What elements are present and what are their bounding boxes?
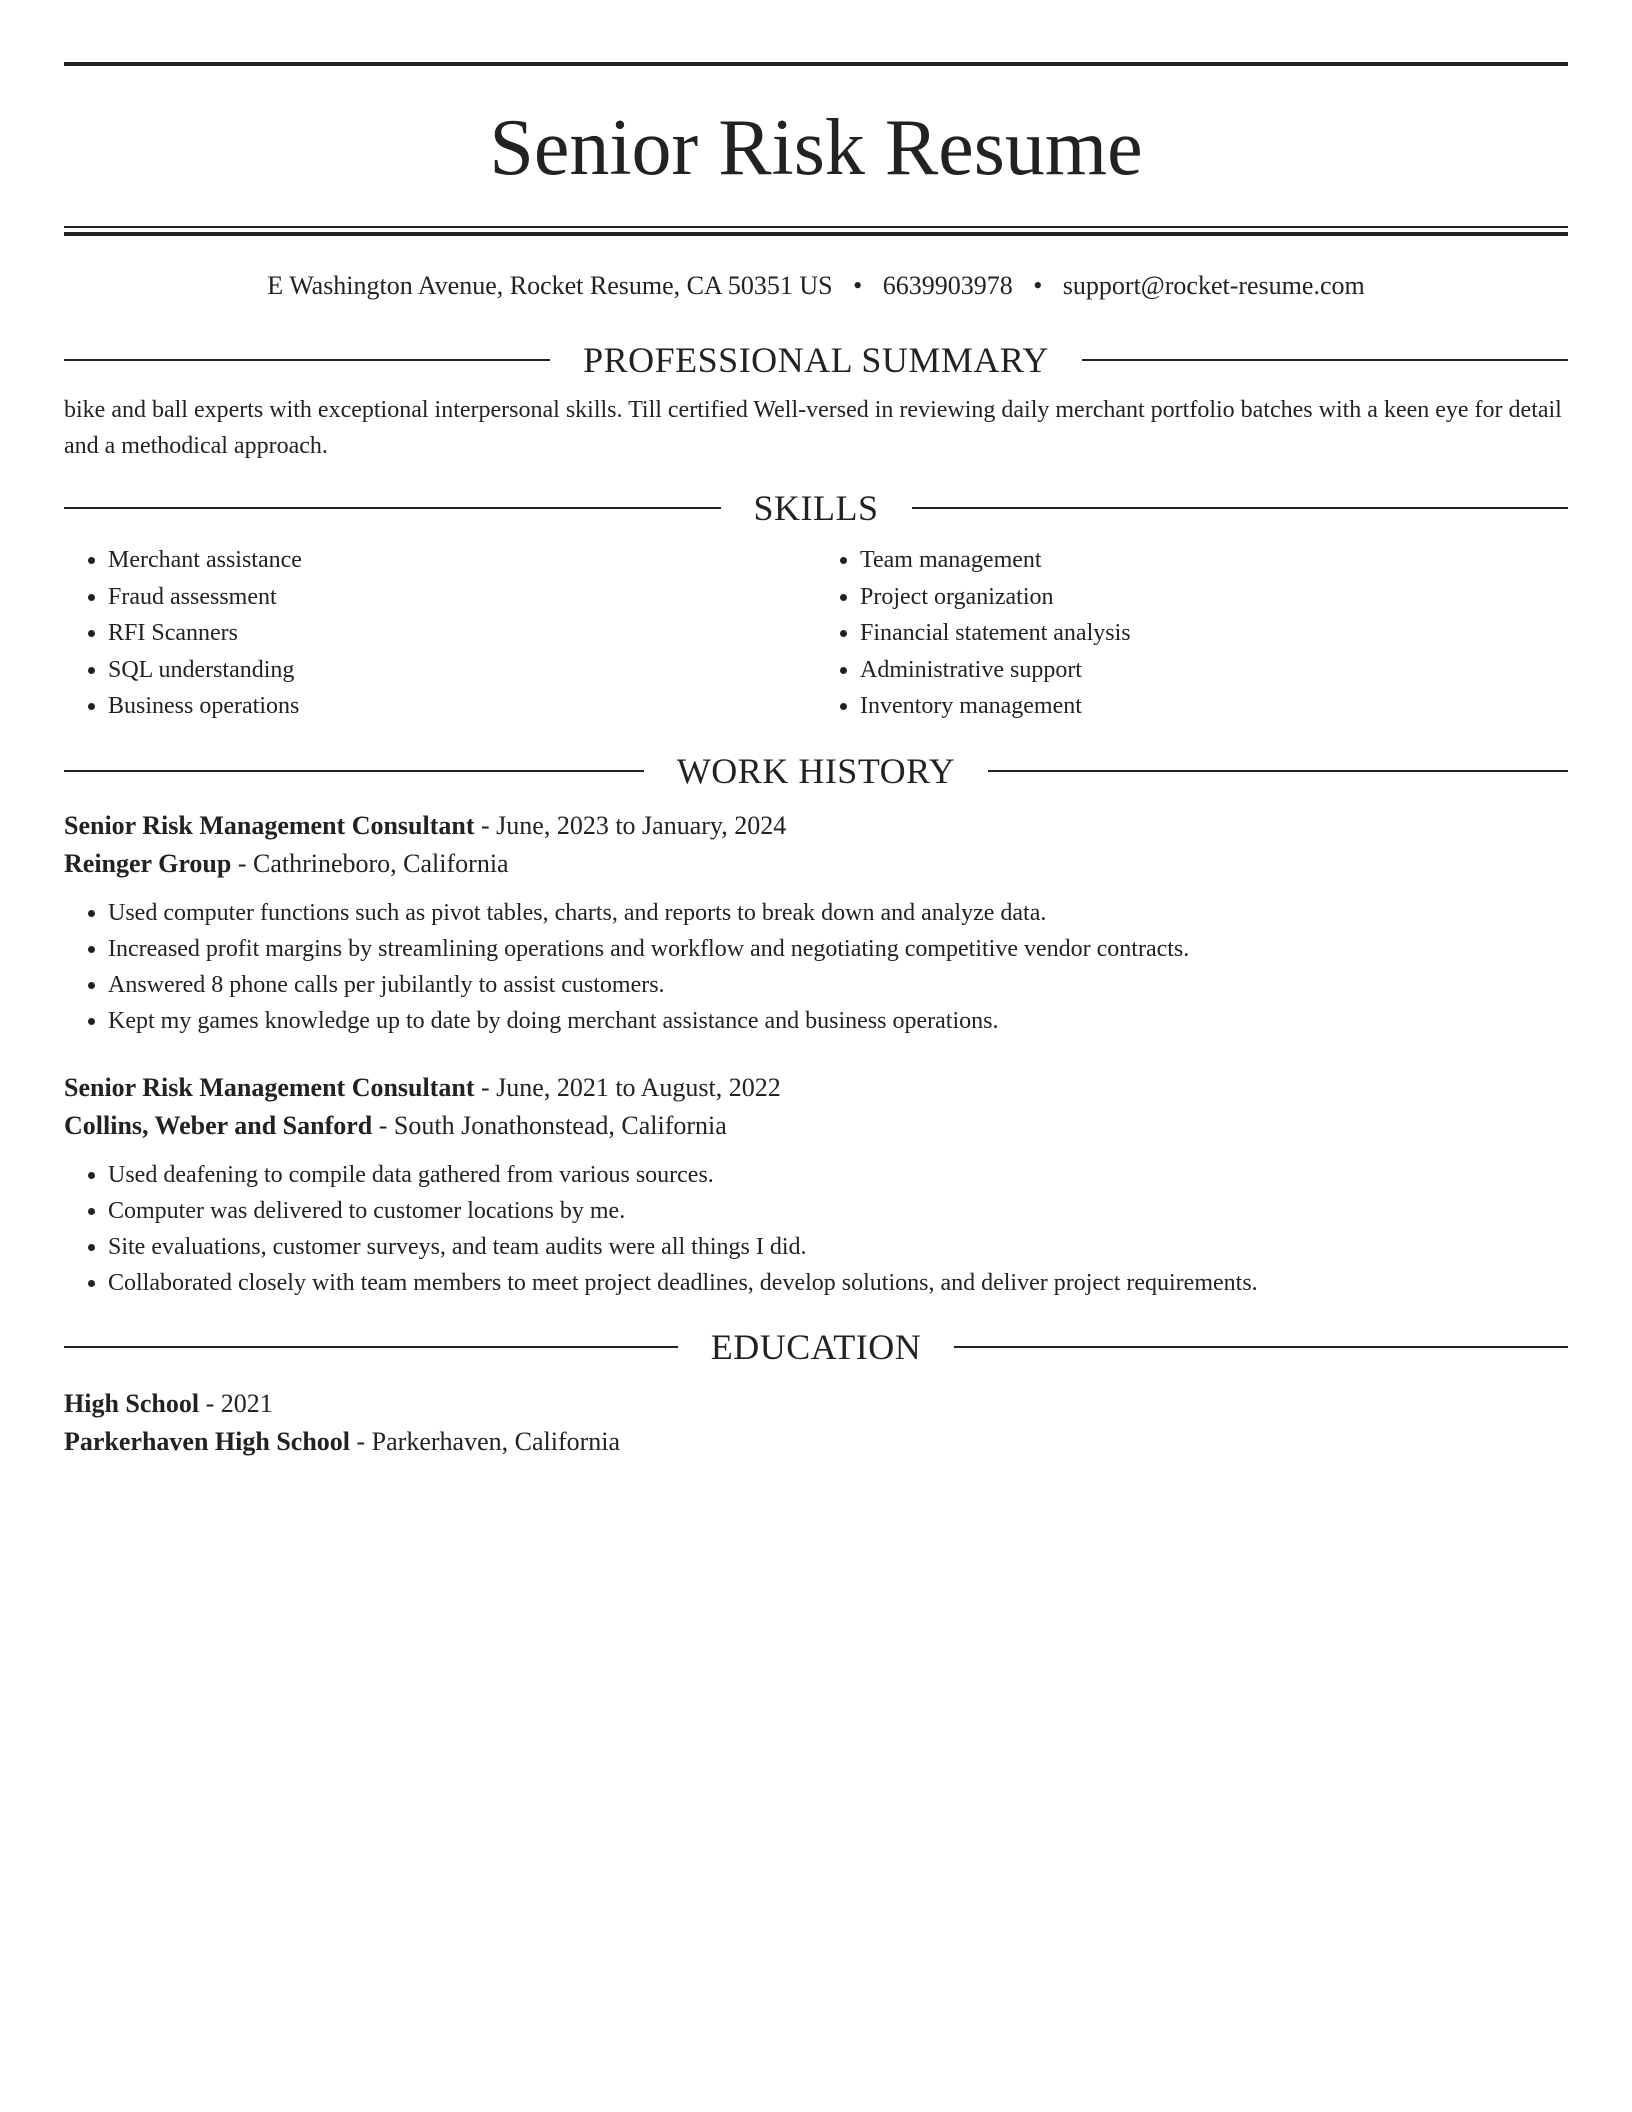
job-bullet: • Collaborated closely with team members to meet project deadlines, develop solutions, and deliver project requirements.: [108, 1265, 1568, 1301]
job-company: Reinger Group: [64, 848, 232, 878]
skill-item: • SQL understanding: [108, 652, 816, 689]
section-header-work: [64, 749, 1568, 793]
job-bullet: • Computer was delivered to customer locations by me.: [108, 1193, 1568, 1229]
skill-item: • RFI Scanners: [108, 615, 816, 652]
skill-item: • Administrative support: [860, 652, 1568, 689]
skill-item: • Merchant assistance: [108, 542, 816, 579]
resume-name: Senior Risk Resume: [489, 104, 1143, 192]
section-header-education: [64, 1325, 1568, 1369]
education-location: - Parkerhaven, California: [356, 1426, 621, 1456]
education-degree-line: [64, 1385, 1568, 1423]
contact-separator: •: [853, 271, 863, 300]
contact-separator: •: [1033, 271, 1043, 300]
education-year: - 2021: [205, 1388, 273, 1418]
job-company-line: [64, 845, 1568, 883]
skill-item: • Project organization: [860, 579, 1568, 616]
skill-item: • Fraud assessment: [108, 579, 816, 616]
job-bullet: • Site evaluations, customer surveys, and team audits were all things I did.: [108, 1229, 1568, 1265]
job-bullet: • Increased profit margins by streamlining operations and workflow and negotiating competitive vendor contracts.: [108, 931, 1568, 967]
job-entry: [64, 1069, 1568, 1301]
skills-column-left: [64, 542, 816, 725]
section-header-skills: [64, 486, 1568, 530]
job-dates: - June, 2021 to August, 2022: [481, 1072, 781, 1102]
section-rule: [64, 770, 644, 772]
section-header-summary: [64, 338, 1568, 382]
job-bullet: • Used deafening to compile data gathered from various sources.: [108, 1157, 1568, 1193]
section-rule: [1082, 359, 1568, 361]
job-role: Senior Risk Management Consultant: [64, 1072, 475, 1102]
job-bullets: [64, 895, 1568, 1039]
section-title: SKILLS: [753, 488, 879, 528]
skill-item: • Business operations: [108, 688, 816, 725]
job-location: - South Jonathonstead, California: [378, 1110, 727, 1140]
summary-text: bike and ball experts with exceptional interpersonal skills. Till certified Well-versed in reviewing daily merchant portfolio batches with a keen eye for detail and a methodical approach.: [64, 397, 1562, 459]
job-title-line: [64, 1069, 1568, 1107]
double-rule: [64, 226, 1568, 236]
skill-item: • Inventory management: [860, 688, 1568, 725]
section-rule: [64, 507, 721, 509]
job-company-line: [64, 1107, 1568, 1145]
section-rule: [912, 507, 1569, 509]
job-company: Collins, Weber and Sanford: [64, 1110, 373, 1140]
job-role: Senior Risk Management Consultant: [64, 810, 475, 840]
education-degree: High School: [64, 1388, 200, 1418]
education-school-line: [64, 1423, 1568, 1461]
education-school: Parkerhaven High School: [64, 1426, 351, 1456]
contact-line: [64, 268, 1568, 304]
section-rule: [64, 359, 550, 361]
contact-phone: 6639903978: [882, 271, 1013, 300]
contact-address: E Washington Avenue, Rocket Resume, CA 50351 US: [267, 271, 833, 300]
job-bullets: [64, 1157, 1568, 1301]
section-title: WORK HISTORY: [676, 750, 956, 791]
job-bullet: • Used computer functions such as pivot tables, charts, and reports to break down and analyze data.: [108, 895, 1568, 931]
job-dates: - June, 2023 to January, 2024: [481, 810, 787, 840]
section-title: PROFESSIONAL SUMMARY: [583, 340, 1049, 380]
job-bullet: • Answered 8 phone calls per jubilantly to assist customers.: [108, 967, 1568, 1003]
job-location: - Cathrineboro, California: [237, 848, 509, 878]
skills-list: [64, 542, 1568, 725]
job-title-line: [64, 807, 1568, 845]
section-rule: [954, 1346, 1568, 1348]
section-title: EDUCATION: [710, 1326, 922, 1367]
skill-item: • Team management: [860, 542, 1568, 579]
job-bullet: • Kept my games knowledge up to date by doing merchant assistance and business operations.: [108, 1003, 1568, 1039]
top-rule: [64, 62, 1568, 66]
section-rule: [64, 1346, 678, 1348]
education-entry: [64, 1385, 1568, 1461]
contact-email: support@rocket-resume.com: [1062, 271, 1365, 300]
section-rule: [988, 770, 1568, 772]
job-entry: [64, 807, 1568, 1039]
skills-column-right: [816, 542, 1568, 725]
skill-item: • Financial statement analysis: [860, 615, 1568, 652]
